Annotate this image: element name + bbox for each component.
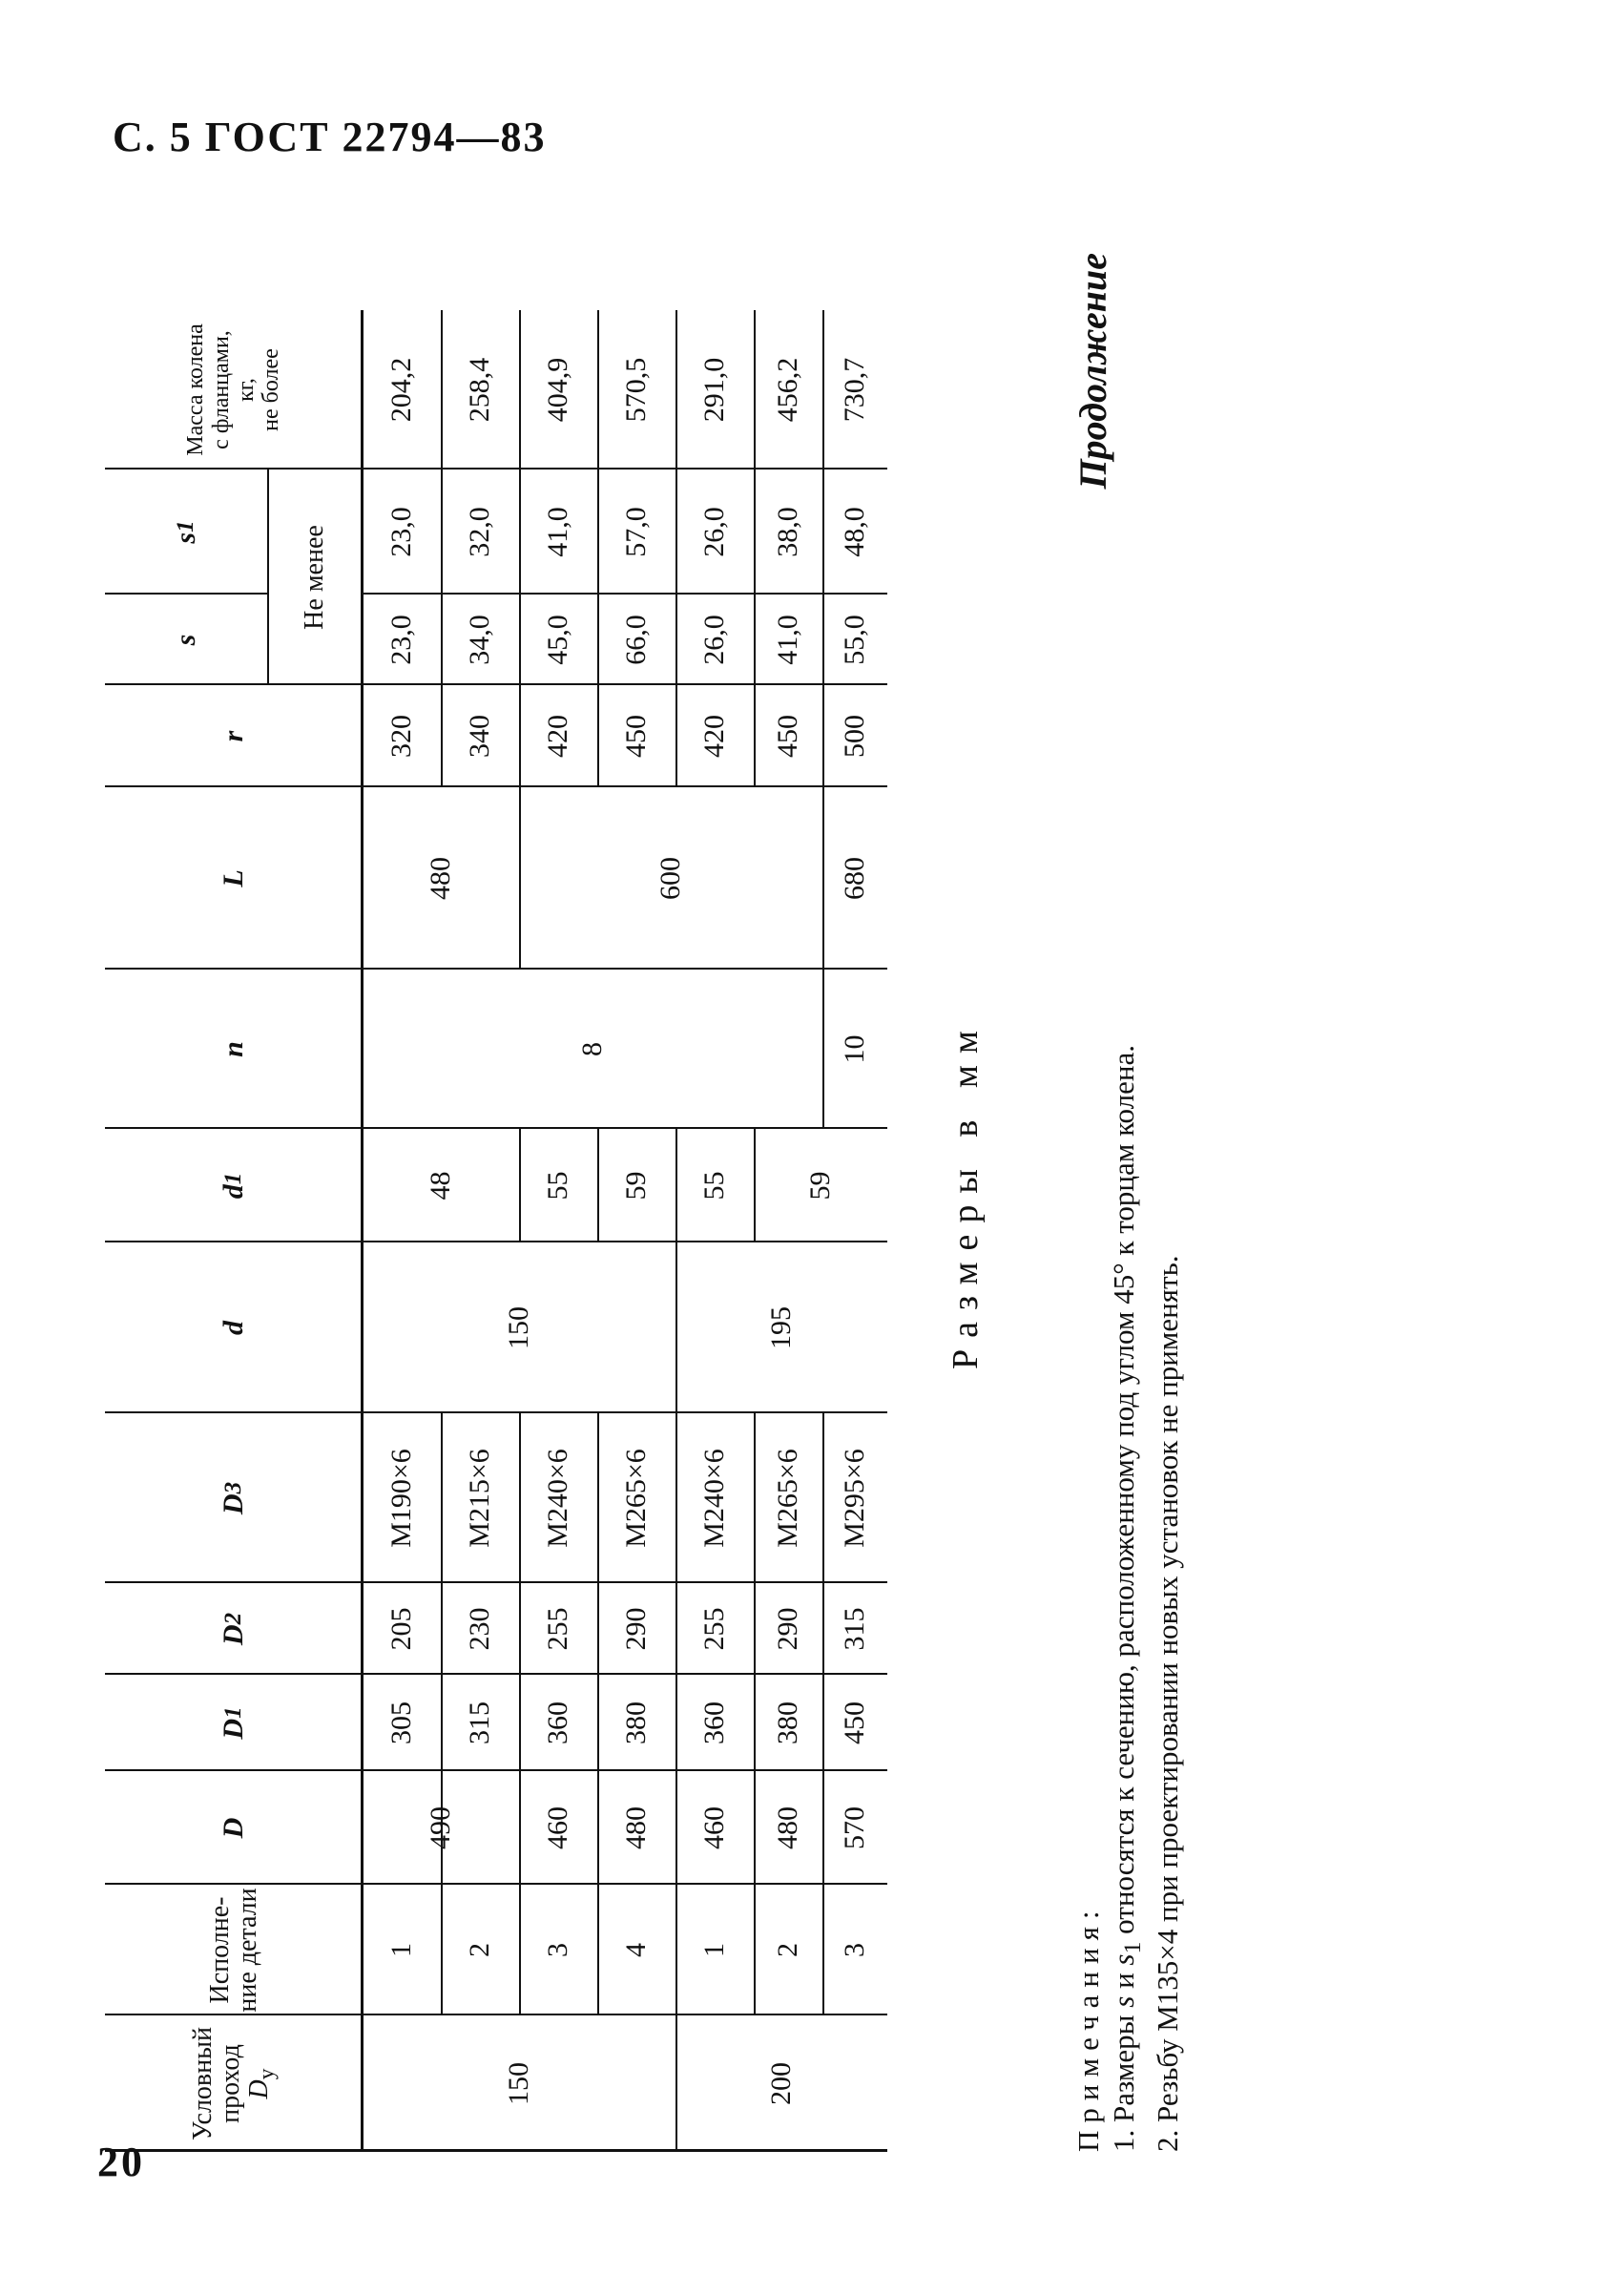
col-header-mass bbox=[105, 310, 363, 470]
ispoln-cell: 3 bbox=[839, 1943, 871, 1957]
body-col-rule bbox=[363, 593, 887, 595]
rotated-content bbox=[105, 243, 1193, 2190]
D-cell: 460 bbox=[542, 1806, 574, 1849]
s-cell: 34,0 bbox=[464, 615, 496, 665]
D-cell: 480 bbox=[620, 1806, 653, 1849]
r-cell: 450 bbox=[772, 715, 804, 758]
row-rule bbox=[597, 1413, 599, 2015]
table-subtitle: Размеры в мм bbox=[946, 1019, 986, 1369]
D3-cell: M265×6 bbox=[620, 1449, 653, 1548]
header-text: у bbox=[254, 2068, 280, 2080]
row-rule bbox=[675, 1413, 677, 2015]
continuation-label: Продолжение bbox=[1071, 253, 1114, 490]
row-rule bbox=[441, 310, 443, 787]
row-rule bbox=[822, 970, 824, 1129]
d1-cell: 59 bbox=[804, 1171, 837, 1200]
s-cell: 41,0 bbox=[772, 615, 804, 665]
header-text: Масса колена bbox=[183, 324, 209, 456]
mass-cell: 404,9 bbox=[542, 357, 574, 423]
D3-cell: M240×6 bbox=[542, 1449, 574, 1548]
D1-cell: 450 bbox=[839, 1701, 871, 1744]
s1-cell: 48,0 bbox=[839, 507, 871, 557]
row-rule bbox=[675, 1242, 677, 1413]
D3-cell: M190×6 bbox=[385, 1449, 418, 1548]
D2-cell: 290 bbox=[772, 1607, 804, 1651]
row-rule bbox=[675, 2015, 677, 2152]
s1-cell: 26,0 bbox=[698, 507, 731, 557]
mass-cell: 570,5 bbox=[620, 357, 653, 423]
ispoln-cell: 1 bbox=[385, 1943, 418, 1957]
row-rule bbox=[822, 1771, 824, 1885]
n-cell: 8 bbox=[576, 1042, 609, 1056]
header-text: d bbox=[218, 1321, 250, 1335]
mass-cell: 456,2 bbox=[772, 357, 804, 423]
row-rule bbox=[822, 787, 824, 970]
body-col-rule bbox=[363, 1581, 887, 1583]
header-text: кг, bbox=[234, 378, 259, 402]
D-cell: 480 bbox=[772, 1806, 804, 1849]
row-rule bbox=[754, 1129, 756, 1242]
D-cell: 490 bbox=[425, 1806, 457, 1849]
ispoln-cell: 2 bbox=[464, 1943, 496, 1957]
col-header-s1 bbox=[105, 470, 267, 595]
header-text: D bbox=[218, 1817, 250, 1839]
s1-cell: 57,0 bbox=[620, 507, 653, 557]
row-rule bbox=[754, 1771, 756, 1885]
D3-cell: M240×6 bbox=[698, 1449, 731, 1548]
d1-cell: 55 bbox=[542, 1171, 574, 1200]
notes bbox=[1070, 339, 1185, 2152]
row-rule bbox=[597, 1771, 599, 1885]
note-1-s: s bbox=[1107, 1995, 1140, 2008]
col-header-s bbox=[105, 595, 267, 685]
s1-cell: 32,0 bbox=[464, 507, 496, 557]
body-col-rule bbox=[363, 683, 887, 685]
n-cell: 10 bbox=[839, 1034, 871, 1064]
s-cell: 66,0 bbox=[620, 615, 653, 665]
L-cell: 680 bbox=[839, 857, 871, 900]
dimensions-table bbox=[105, 310, 887, 2152]
row-rule bbox=[519, 1413, 521, 2015]
ispoln-cell: 2 bbox=[772, 1943, 804, 1957]
header-text: D bbox=[243, 2079, 274, 2099]
header-text: 1 bbox=[219, 1706, 246, 1719]
header-text: r bbox=[218, 730, 250, 742]
row-rule bbox=[675, 1129, 677, 1242]
row-rule bbox=[519, 1771, 521, 1885]
body-col-rule bbox=[363, 468, 887, 470]
col-header-D bbox=[105, 1771, 363, 1885]
col-header-d1 bbox=[105, 1129, 363, 1242]
header-text: d bbox=[218, 1184, 250, 1200]
row-rule bbox=[597, 1129, 599, 1242]
D1-cell: 360 bbox=[542, 1701, 574, 1744]
notes-title: Примечания: bbox=[1071, 1903, 1105, 2152]
header-text: s bbox=[170, 634, 202, 646]
note-1-and: и bbox=[1107, 1972, 1140, 1989]
body-col-rule bbox=[363, 2014, 887, 2015]
header-text: 1 bbox=[219, 1172, 246, 1185]
note-1-s1: s bbox=[1107, 1953, 1140, 1966]
r-cell: 340 bbox=[464, 715, 496, 758]
s1-cell: 38,0 bbox=[772, 507, 804, 557]
row-rule bbox=[519, 787, 521, 970]
header-text: L bbox=[218, 869, 250, 887]
s-cell: 45,0 bbox=[542, 615, 574, 665]
col-header-r bbox=[105, 685, 363, 787]
row-rule bbox=[754, 1413, 756, 2015]
header-text: 3 bbox=[219, 1481, 246, 1494]
col-header-dy bbox=[105, 2015, 363, 2152]
D-cell: 570 bbox=[839, 1806, 871, 1849]
note-1 bbox=[1106, 339, 1150, 2152]
mass-cell: 291,0 bbox=[698, 357, 731, 423]
r-cell: 450 bbox=[620, 715, 653, 758]
D1-cell: 360 bbox=[698, 1701, 731, 1744]
d1-cell: 48 bbox=[425, 1171, 457, 1200]
L-cell: 480 bbox=[425, 857, 457, 900]
row-rule bbox=[754, 310, 756, 787]
header-text: s bbox=[170, 532, 202, 544]
L-cell: 600 bbox=[655, 857, 687, 900]
D2-cell: 230 bbox=[464, 1607, 496, 1651]
mass-cell: 204,2 bbox=[385, 357, 418, 423]
header-text: проход bbox=[216, 2044, 246, 2123]
col-header-d bbox=[105, 1242, 363, 1413]
col-header-ispoln bbox=[105, 1885, 363, 2015]
dy-cell: 200 bbox=[765, 2062, 798, 2105]
note-1-start: 1. Размеры bbox=[1107, 2014, 1140, 2152]
D2-cell: 315 bbox=[839, 1607, 871, 1651]
row-rule bbox=[519, 310, 521, 787]
D3-cell: M215×6 bbox=[464, 1449, 496, 1548]
D2-cell: 255 bbox=[542, 1607, 574, 1651]
row-rule bbox=[822, 310, 824, 787]
mass-cell: 258,4 bbox=[464, 357, 496, 423]
header-text: с фланцами, bbox=[208, 330, 234, 449]
d1-cell: 59 bbox=[620, 1171, 653, 1200]
row-rule bbox=[675, 310, 677, 787]
s1-cell: 41,0 bbox=[542, 507, 574, 557]
header-text: Исполне- bbox=[204, 1896, 235, 2004]
s-cell: 55,0 bbox=[839, 615, 871, 665]
header-text: 1 bbox=[172, 520, 198, 532]
note-1-end: относятся к сечению, расположенному под углом 45° к торцам колена. bbox=[1107, 1045, 1140, 1934]
d1-cell: 55 bbox=[698, 1171, 731, 1200]
row-rule bbox=[822, 1413, 824, 2015]
D1-cell: 380 bbox=[620, 1701, 653, 1744]
D1-cell: 305 bbox=[385, 1701, 418, 1744]
header-text: n bbox=[218, 1041, 250, 1057]
r-cell: 500 bbox=[839, 715, 871, 758]
header-text: 2 bbox=[219, 1612, 246, 1625]
D-cell: 460 bbox=[698, 1806, 731, 1849]
D1-cell: 315 bbox=[464, 1701, 496, 1744]
dy-cell: 150 bbox=[503, 2062, 535, 2105]
r-cell: 420 bbox=[698, 715, 731, 758]
D1-cell: 380 bbox=[772, 1701, 804, 1744]
body-col-rule bbox=[363, 1127, 887, 1129]
header-text: ние детали bbox=[233, 1888, 262, 2013]
header-text: D bbox=[218, 1718, 250, 1740]
page-number: 20 bbox=[97, 2139, 145, 2185]
s1-cell: 23,0 bbox=[385, 507, 418, 557]
body-col-rule bbox=[363, 1673, 887, 1675]
D3-cell: M295×6 bbox=[839, 1449, 871, 1548]
col-header-n bbox=[105, 970, 363, 1129]
body-col-rule bbox=[363, 968, 887, 970]
D3-cell: M265×6 bbox=[772, 1449, 804, 1548]
D2-cell: 255 bbox=[698, 1607, 731, 1651]
D2-cell: 290 bbox=[620, 1607, 653, 1651]
body-col-rule bbox=[363, 1411, 887, 1413]
ispoln-cell: 4 bbox=[620, 1943, 653, 1957]
row-rule bbox=[675, 1771, 677, 1885]
body-col-rule bbox=[363, 1883, 887, 1885]
s-cell: 26,0 bbox=[698, 615, 731, 665]
page-header: С. 5 ГОСТ 22794—83 bbox=[113, 114, 547, 160]
row-rule bbox=[441, 1413, 443, 2015]
ispoln-cell: 1 bbox=[698, 1943, 731, 1957]
r-cell: 420 bbox=[542, 715, 574, 758]
header-text: Условный bbox=[188, 2027, 218, 2140]
d-cell: 195 bbox=[765, 1306, 798, 1349]
row-rule bbox=[597, 310, 599, 787]
header-text: D bbox=[218, 1493, 250, 1515]
note-1-s1-sub: 1 bbox=[1118, 1941, 1147, 1954]
D2-cell: 205 bbox=[385, 1607, 418, 1651]
col-header-D3 bbox=[105, 1413, 363, 1583]
note-2: 2. Резьбу M135×4 при проектировании новых установок не применять. bbox=[1151, 1255, 1185, 2152]
col-header-L bbox=[105, 787, 363, 970]
header-text: не более bbox=[259, 348, 284, 431]
ispoln-cell: 3 bbox=[542, 1943, 574, 1957]
col-header-D1 bbox=[105, 1675, 363, 1771]
mass-cell: 730,7 bbox=[839, 357, 871, 423]
body-col-rule bbox=[363, 1241, 887, 1242]
r-cell: 320 bbox=[385, 715, 418, 758]
d-cell: 150 bbox=[503, 1306, 535, 1349]
s-cell: 23,0 bbox=[385, 615, 418, 665]
ne-menee-label: Не менее bbox=[300, 525, 330, 630]
header-text: D bbox=[218, 1624, 250, 1646]
col-header-D2 bbox=[105, 1583, 363, 1675]
row-rule bbox=[519, 1129, 521, 1242]
